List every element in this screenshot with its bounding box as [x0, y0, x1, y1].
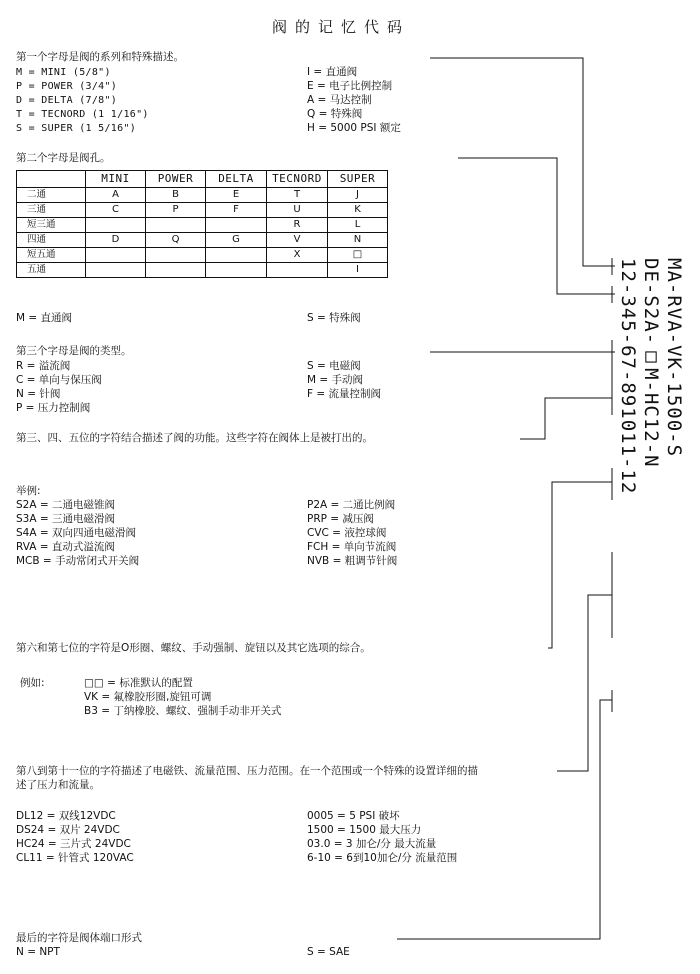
list-item: 1500 = 1500 最大压力 [307, 824, 422, 836]
table-cell: C [86, 203, 146, 218]
list-item: □□ = 标准默认的配置 [84, 677, 193, 689]
list-item: P2A = 二通比例阀 [307, 499, 396, 511]
table-cell: 五通 [17, 263, 86, 278]
table-cell: R [267, 218, 328, 233]
sec811-heading-line2: 述了压力和流量。 [16, 779, 100, 791]
list-item: S4A = 双向四通电磁滑阀 [16, 527, 137, 539]
list-item: DS24 = 双片 24VDC [16, 824, 120, 836]
table-cell: B [146, 188, 206, 203]
sec-last-heading: 最后的字符是阀体端口形式 [16, 932, 142, 944]
leader-line-2 [458, 158, 615, 294]
list-item: 03.0 = 3 加仑/分 最大流量 [307, 838, 437, 850]
table-cell: J [328, 188, 388, 203]
table-cell: K [328, 203, 388, 218]
leader-line-811 [557, 595, 612, 771]
list-item: B3 = 丁纳橡胶、螺纹、强制手动非开关式 [84, 705, 282, 717]
list-item: M = 手动阀 [307, 374, 364, 386]
table-header-cell: SUPER [328, 171, 388, 188]
list-item: 6-10 = 6到10加仑/分 流量范围 [307, 852, 458, 864]
list-item: P = POWER (3/4") [16, 81, 118, 92]
sec811-heading-line1: 第八到第十一位的字符描述了电磁铁、流量范围、压力范围。在一个范围或一个特殊的设置详细的描 [16, 765, 478, 777]
code-column-b: DE-S2A-□M-HC12-N [640, 258, 662, 468]
sec67-example-label: 例如: [20, 677, 45, 689]
table-cell: U [267, 203, 328, 218]
list-item: T = TECNORD (1 1/16") [16, 109, 149, 120]
code-column-positions: 12-345-67-891011-12 [617, 258, 639, 495]
table-cell: P [146, 203, 206, 218]
leader-line-1 [430, 58, 615, 266]
list-item: I = 直通阀 [307, 66, 358, 78]
sec-last-right: S = SAE [307, 946, 350, 958]
table-cell: D [86, 233, 146, 248]
leader-line-last [397, 700, 612, 939]
table-header-cell: DELTA [206, 171, 267, 188]
table-cell: T [267, 188, 328, 203]
list-item: NVB = 粗调节针阀 [307, 555, 398, 567]
list-item: E = 电子比例控制 [307, 80, 393, 92]
sec-last-left: N = NPT [16, 946, 60, 958]
sec345-heading: 第三、四、五位的字符结合描述了阀的功能。这些字符在阀体上是被打出的。 [16, 432, 373, 444]
table-cell: 二通 [17, 188, 86, 203]
list-item: C = 单向与保压阀 [16, 374, 102, 386]
table-cell: F [206, 203, 267, 218]
list-item: VK = 氟橡胶形圈,旋钮可调 [84, 691, 212, 703]
table-cell: N [328, 233, 388, 248]
list-item: HC24 = 三片式 24VDC [16, 838, 131, 850]
code-column-a: MA-RVA-VK-1500-S [663, 258, 685, 458]
leader-line-67 [548, 482, 612, 648]
table-cell: 四通 [17, 233, 86, 248]
table-cell: A [86, 188, 146, 203]
sec345-example-label: 举例: [16, 485, 41, 497]
table-cell: 短三通 [17, 218, 86, 233]
page-title: 阀的记忆代码 [272, 18, 411, 36]
sec2-heading: 第二个字母是阀孔。 [16, 152, 111, 164]
list-item: MCB = 手动常闭式开关阀 [16, 555, 140, 567]
list-item: RVA = 直动式溢流阀 [16, 541, 115, 553]
list-item: CVC = 液控球阀 [307, 527, 387, 539]
table-cell: □ [328, 248, 388, 263]
table-cell: V [267, 233, 328, 248]
list-item: DL12 = 双线12VDC [16, 810, 116, 822]
list-item: R = 溢流阀 [16, 360, 71, 372]
leader-line-345 [520, 398, 612, 439]
table-cell: 三通 [17, 203, 86, 218]
list-item: S3A = 三通电磁滑阀 [16, 513, 116, 525]
list-item: FCH = 单向节流阀 [307, 541, 397, 553]
sec1-heading: 第一个字母是阀的系列和特殊描述。 [16, 51, 184, 63]
list-item: S2A = 二通电磁锥阀 [16, 499, 116, 511]
table-cell: I [328, 263, 388, 278]
list-item: S = 电磁阀 [307, 360, 361, 372]
table-cell: G [206, 233, 267, 248]
table-cell: L [328, 218, 388, 233]
list-item: M = MINI (5/8") [16, 67, 111, 78]
table-header-cell: POWER [146, 171, 206, 188]
table-header-cell: TECNORD [267, 171, 328, 188]
table-cell: Q [146, 233, 206, 248]
list-item: P = 压力控制阀 [16, 402, 91, 414]
table-cell: E [206, 188, 267, 203]
sec2-note-right: S = 特殊阀 [307, 312, 361, 324]
sec67-heading: 第六和第七位的字符是O形圈、螺纹、手动强制、旋钮以及其它选项的综合。 [16, 642, 371, 654]
list-item: F = 流量控制阀 [307, 388, 382, 400]
list-item: N = 针阀 [16, 388, 61, 400]
list-item: PRP = 减压阀 [307, 513, 374, 525]
sec2-note-left: M = 直通阀 [16, 312, 73, 324]
table-header-cell: MINI [86, 171, 146, 188]
list-item: 0005 = 5 PSI 破坏 [307, 810, 400, 822]
sec3-heading: 第三个字母是阀的类型。 [16, 345, 132, 357]
list-item: A = 马达控制 [307, 94, 372, 106]
table-cell: X [267, 248, 328, 263]
list-item: D = DELTA (7/8") [16, 95, 118, 106]
list-item: Q = 特殊阀 [307, 108, 363, 120]
list-item: CL11 = 针管式 120VAC [16, 852, 134, 864]
list-item: S = SUPER (1 5/16") [16, 123, 137, 134]
table-cell: 短五通 [17, 248, 86, 263]
list-item: H = 5000 PSI 额定 [307, 122, 401, 134]
